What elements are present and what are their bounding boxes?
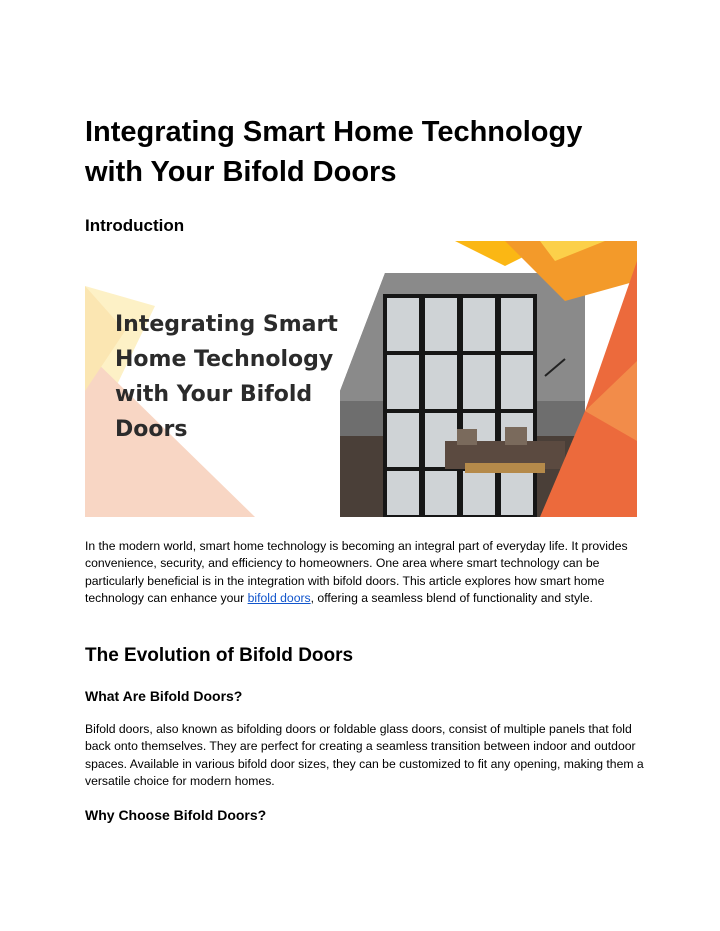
- hero-photo: [325, 271, 595, 517]
- title-line-2: with Your Bifold Doors: [85, 156, 397, 188]
- intro-heading: Introduction: [85, 216, 185, 235]
- hero-image: [85, 241, 637, 517]
- hero-caption-line-4: Doors: [115, 417, 188, 442]
- hero-caption: [115, 307, 355, 447]
- bifold-doors-link[interactable]: bifold doors: [247, 590, 311, 605]
- intro-text-before-link: In the modern world, smart home technology is becoming an integral part of everyday life. It provides convenience, security, and efficiency to homeowners. One area where smart technology can be particularly beneficial is in the integration with bifold doors. This article explores how smart home technology can enhance your: [85, 539, 628, 605]
- hero-caption-line-3: with Your Bifold: [115, 382, 313, 407]
- intro-text-after-link: , offering a seamless blend of functionality and style.: [310, 590, 593, 605]
- section-heading: The Evolution of Bifold Doors: [85, 645, 354, 666]
- hero-caption-line-1: Integrating Smart: [115, 312, 338, 337]
- page-title: [85, 112, 645, 192]
- intro-paragraph: [85, 538, 645, 607]
- subsection-heading-what: What Are Bifold Doors?: [85, 688, 243, 704]
- title-line-1: Integrating Smart Home Technology: [85, 116, 583, 148]
- subsection-heading-why: Why Choose Bifold Doors?: [85, 807, 267, 823]
- hero-caption-line-2: Home Technology: [115, 347, 334, 372]
- what-paragraph: Bifold doors, also known as bifolding doors or foldable glass doors, consist of multiple panels that fold back onto themselves. They are perfect for creating a seamless transition between indoor and outdoor spaces. Available in various bifold door sizes, they can be customized to fit any opening, making them a versatile choice for modern homes.: [85, 722, 644, 788]
